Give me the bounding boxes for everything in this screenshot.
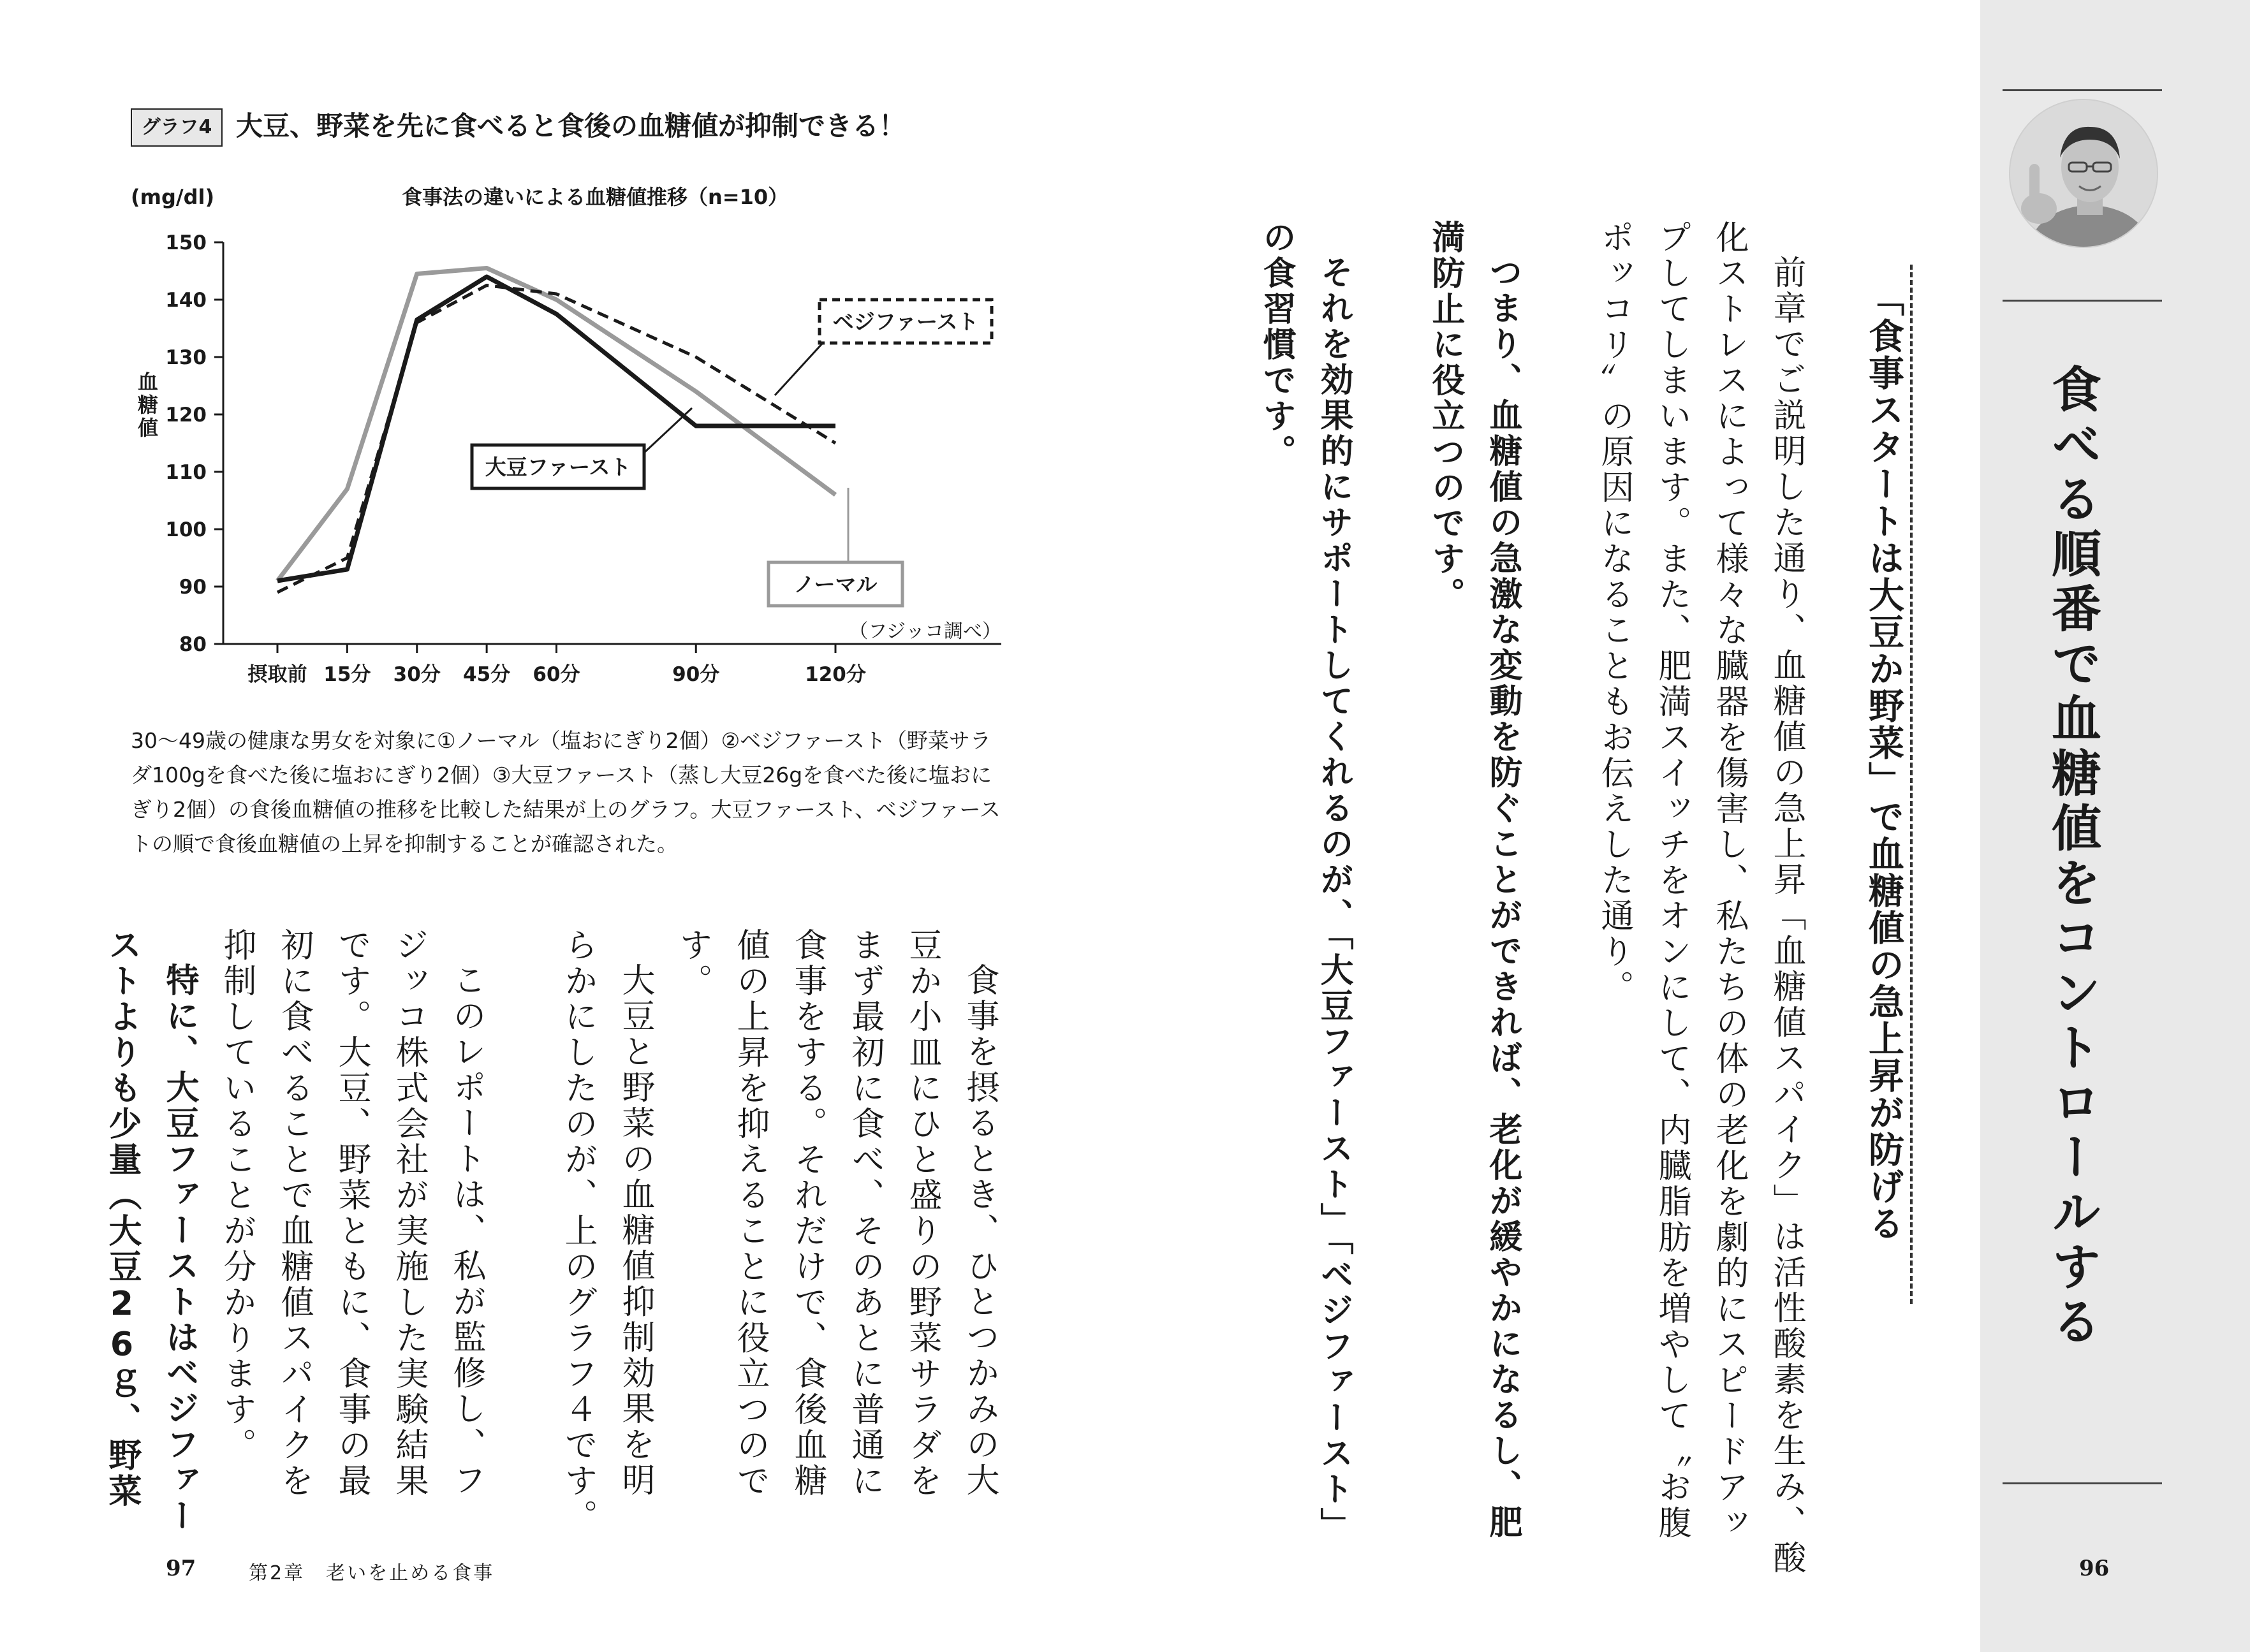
x-tick-label: 45分 xyxy=(463,663,511,686)
body-column: 食事を摂るとき、ひとつかみの大 xyxy=(960,963,999,1498)
y-tick-label: 90 xyxy=(179,576,207,599)
chart-series xyxy=(277,268,835,593)
body-column: 化ストレスによって様々な臓器を傷害し、私たちの体の老化を劇的にスピードアッ xyxy=(1710,220,1748,1541)
page-number: 96 xyxy=(2079,1556,2110,1581)
y-tick-label: 120 xyxy=(165,404,207,427)
body-column: 豆か小皿にひと盛りの野菜サラダを xyxy=(903,928,941,1499)
legend-leader-line xyxy=(644,408,692,453)
margin-band xyxy=(1980,0,2250,1652)
body-column: 抑制していることが分かります。 xyxy=(217,928,256,1463)
body-column: らかにしたのが、上のグラフ４です。 xyxy=(559,928,597,1535)
rule-under-avatar xyxy=(2003,300,2162,302)
legend-label: ノーマル xyxy=(793,572,878,597)
legend-label: ベジファースト xyxy=(832,309,979,334)
body-column: ジッコ株式会社が実施した実験結果 xyxy=(390,928,428,1499)
author-photo xyxy=(2009,99,2158,248)
legend-label: 大豆ファースト xyxy=(485,455,631,479)
body-column-bold: の食習慣です。 xyxy=(1257,220,1295,470)
chart-title: 食事法の違いによる血糖値推移（n=10） xyxy=(402,185,789,209)
x-tick-label: 摂取前 xyxy=(247,663,307,686)
body-column-bold: つまり、血糖値の急激な変動を防ぐことができれば、老化が緩やかになるし、肥 xyxy=(1483,255,1522,1540)
body-column: です。大豆、野菜ともに、食事の最 xyxy=(332,928,371,1499)
legend-leader-line xyxy=(775,343,823,395)
x-tick-label: 120分 xyxy=(805,663,866,686)
chart-legend xyxy=(472,300,992,606)
body-column: す。 xyxy=(673,928,712,999)
y-tick-label: 150 xyxy=(165,231,207,254)
x-tick-label: 15分 xyxy=(323,663,371,686)
y-ticks xyxy=(165,231,223,656)
y-axis-label-char: 値 xyxy=(137,416,159,440)
section-title: 食べる順番で血糖値をコントロールする xyxy=(2043,363,2101,1350)
body-column: このレポートは、私が監修し、フ xyxy=(447,963,485,1498)
body-column-bold: 特に、大豆ファーストはベジファー xyxy=(160,963,198,1534)
subheading-dashed-rule xyxy=(1910,265,1913,1304)
graph-title: 大豆、野菜を先に食べると食後の血糖値が抑制できる！ xyxy=(236,110,906,142)
subheading: 「食事スタートは大豆か野菜」で血糖値の急上昇が防げる xyxy=(1863,281,1904,1242)
blood-sugar-chart xyxy=(115,172,1020,701)
graph-badge: グラフ4 xyxy=(131,108,223,147)
source-note: （フジッコ調べ） xyxy=(849,620,1001,643)
y-tick-label: 140 xyxy=(165,289,207,312)
body-column: 食事をする。それだけで、食後血糖 xyxy=(788,928,827,1499)
body-column: プしてしまいます。また、肥満スイッチをオンにして、内臓脂肪を増やして〝お腹 xyxy=(1652,220,1691,1541)
body-column-bold: 満防止に役立つのです。 xyxy=(1426,220,1464,613)
y-tick-label: 130 xyxy=(165,346,207,369)
body-column-bold: ストよりも少量（大豆26ｇ、野菜 xyxy=(103,928,141,1509)
rule-bottom xyxy=(2003,1482,2162,1484)
x-tick-label: 30分 xyxy=(393,663,441,686)
body-column: 初に食べることで血糖値スパイクを xyxy=(275,928,313,1499)
x-ticks xyxy=(248,644,866,686)
x-tick-label: 90分 xyxy=(672,663,720,686)
y-axis-label xyxy=(138,370,158,440)
body-column: 前章でご説明した通り、血糖値の急上昇「血糖値スパイク」は活性酸素を生み、酸 xyxy=(1767,255,1805,1576)
series-line-bold-solid xyxy=(277,277,835,581)
body-column: 大豆と野菜の血糖値抑制効果を明 xyxy=(616,963,654,1498)
y-axis-label-char: 血 xyxy=(137,370,159,394)
y-axis-label-char: 糖 xyxy=(137,393,159,417)
body-column: まず最初に食べ、そのあとに普通に xyxy=(846,928,884,1499)
rule-top xyxy=(2003,89,2162,91)
chart-unit: (mg/dl) xyxy=(131,185,215,209)
chapter-footer: 第2章 老いを止める食事 xyxy=(249,1562,495,1584)
y-tick-label: 100 xyxy=(165,518,207,541)
page-number: 97 xyxy=(166,1556,196,1581)
body-column: 値の上昇を抑えることに役立つので xyxy=(731,928,769,1499)
body-column-bold: それを効果的にサポートしてくれるのが、「大豆ファースト」「ベジファースト」 xyxy=(1314,255,1353,1543)
body-column: ポッコリ〟の原因になることもお伝えした通り。 xyxy=(1595,220,1633,1005)
x-tick-label: 60分 xyxy=(533,663,580,686)
graph-caption: 30〜49歳の健康な男女を対象に①ノーマル（塩おにぎり2個）②ベジファースト（野菜サラダ100gを食べた後に塩おにぎり2個）③大豆ファースト（蒸し大豆26gを食べた後に塩おにぎり2個）の食後血糖値の推移を比較した結果が上のグラフ。大豆ファースト、ベジファーストの順で食後血糖値の上昇を抑制することが確認された。 xyxy=(131,728,1001,856)
y-tick-label: 80 xyxy=(179,633,207,656)
y-tick-label: 110 xyxy=(165,461,207,484)
